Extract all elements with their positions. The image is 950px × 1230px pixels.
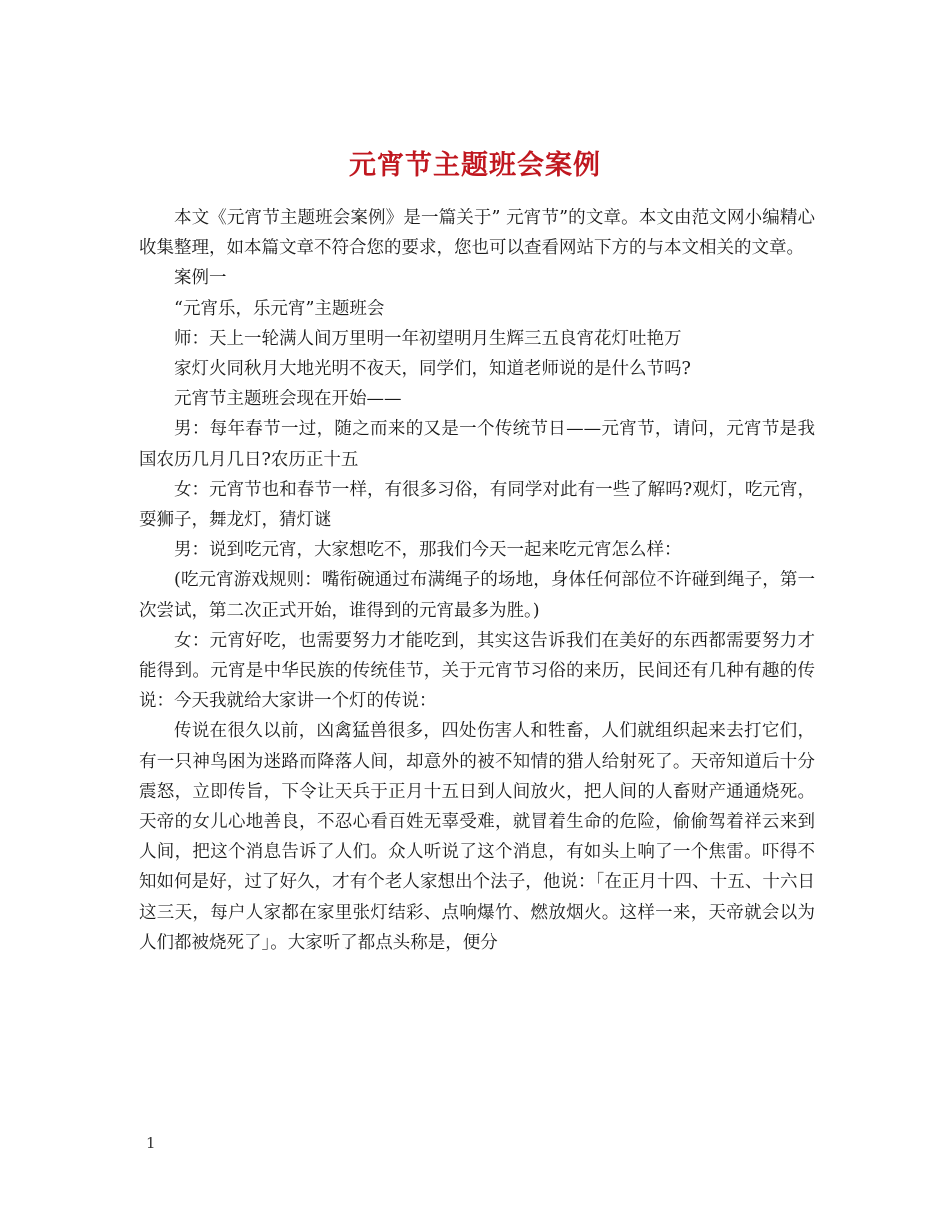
legend-paragraph: 传说在很久以前，凶禽猛兽很多，四处伤害人和牲畜，人们就组织起来去打它们，有一只神鸟困为迷路而降落人间，却意外的被不知情的猎人给射死了。天帝知道后十分震怒，立即传旨，下令让天兵于正月十五日到人间放火，把人间的人畜财产通通烧死。天帝的女儿心地善良，不忍心看百姓无辜受难，就冒着生命的危险，偷偷驾着祥云来到人间，把这个消息告诉了人们。众人听说了这个消息，有如头上响了一个焦雷。吓得不知如何是好，过了好久，才有个老人家想出个法子，他说：「在正月十四、十五、十六日这三天，每户人家都在家里张灯结彩、点响爆竹、燃放烟火。这样一来，天帝就会以为人们都被烧死了」。大家听了都点头称是，便分 [139, 721, 815, 953]
document-body [139, 203, 815, 958]
document-title: 元宵节主题班会案例 [349, 150, 601, 182]
meeting-start: 元宵节主题班会现在开始—— [174, 389, 402, 410]
male-line-2: 男：说到吃元宵，大家想吃不，那我们今天一起来吃元宵怎么样： [174, 540, 682, 561]
case-heading: 案例一 [174, 268, 227, 289]
female-line-2: 女：元宵好吃，也需要努力才能吃到，其实这告诉我们在美好的东西都需要努力才能得到。元宵是中华民族的传统佳节，关于元宵节习俗的来历，民间还有几种有趣的传说：今天我就给大家讲一个灯的传说： [139, 630, 815, 712]
male-line-1: 男：每年春节一过，随之而来的又是一个传统节日——元宵节，请问，元宵节是我国农历几月几日?农历正十五 [139, 419, 815, 470]
class-meeting-title: “元宵乐，乐元宵”主题班会 [174, 298, 385, 319]
game-rules: (吃元宵游戏规则：嘴衔碗通过布满绳子的场地，身体任何部位不许碰到绳子，第一次尝试，第二次正式开始，谁得到的元宵最多为胜。) [139, 570, 815, 621]
page-number: 1 [146, 1134, 156, 1152]
intro-paragraph: 本文《元宵节主题班会案例》是一篇关于” 元宵节”的文章。本文由范文网小编精心收集整理，如本篇文章不符合您的要求，您也可以查看网站下方的与本文相关的文章。 [139, 208, 815, 259]
teacher-line-2: 家灯火同秋月大地光明不夜天，同学们，知道老师说的是什么节吗? [174, 359, 691, 380]
teacher-line-1: 师：天上一轮满人间万里明一年初望明月生辉三五良宵花灯吐艳万 [174, 328, 682, 349]
female-line-1: 女：元宵节也和春节一样，有很多习俗，有同学对此有一些了解吗?观灯，吃元宵，耍狮子，舞龙灯，猜灯谜 [139, 479, 815, 531]
